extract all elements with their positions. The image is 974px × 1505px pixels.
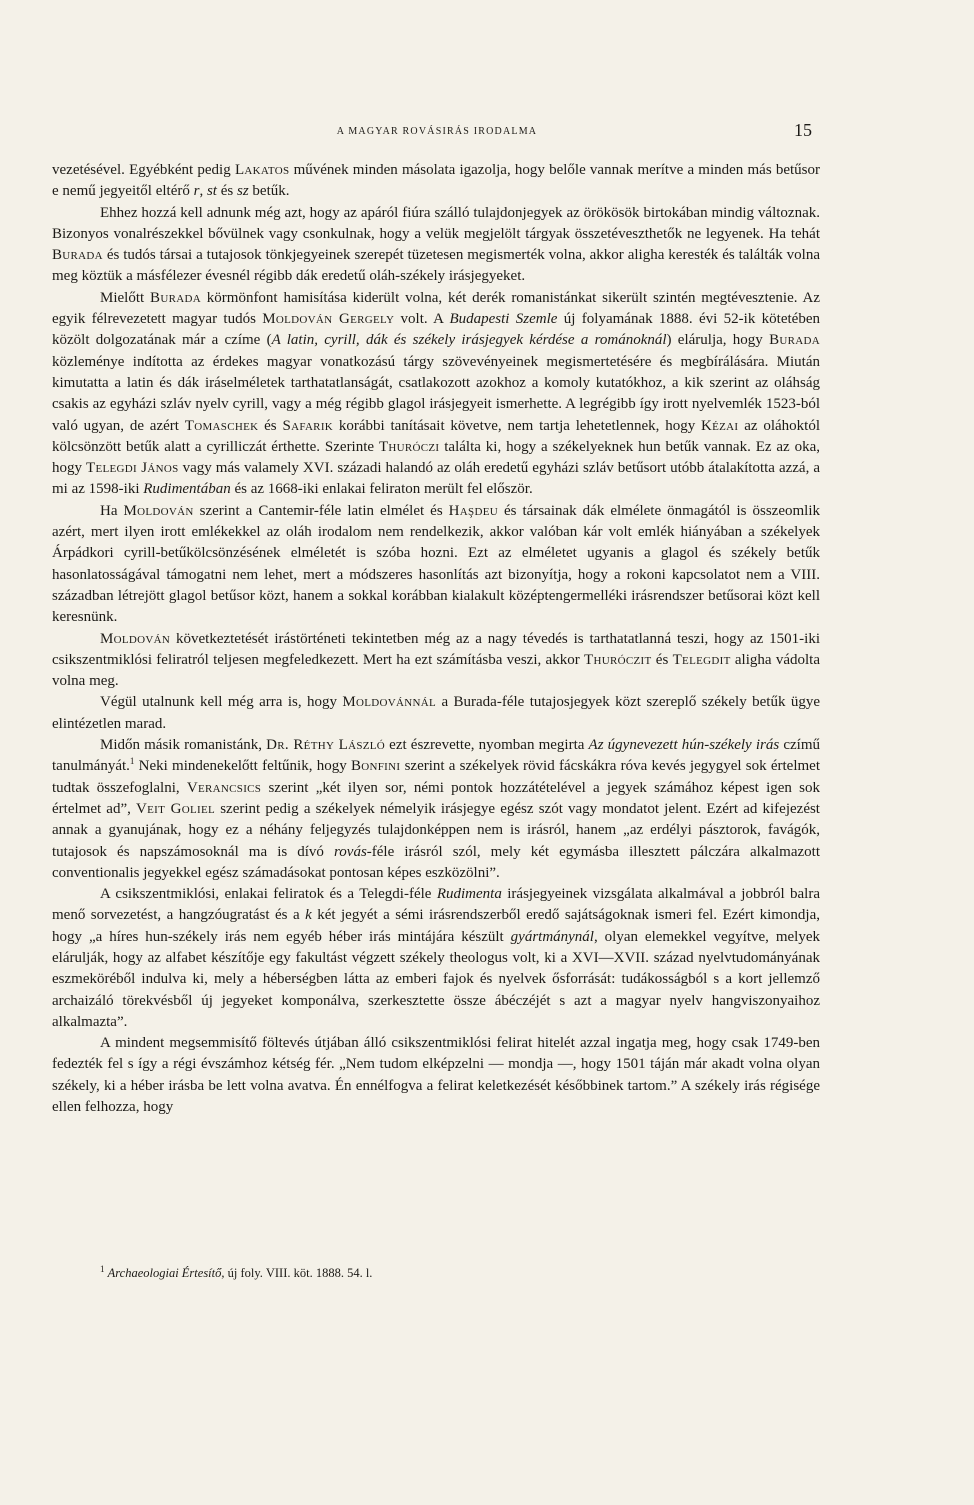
author-name: Moldován xyxy=(123,502,194,519)
text-run: és tudós társai a tutajosok tönkjegyeinek szerepét tüzetesen megismerték volna, akkor aligha keresték és találták volna meg köztük a másfélezer évesnél régibb dák eredetű oláh-székely irásjegyeket. xyxy=(52,247,820,285)
text-run: művének minden másolata igazolja, hogy belőle vannak merítve a minden más betűsor e nemű jegyeitől eltérő xyxy=(52,162,821,200)
author-name: Burada xyxy=(52,247,103,264)
text-run: aligha vádolta volna meg. xyxy=(52,651,820,690)
text-run: találta ki, hogy a székelyeknek hun betűk vannak. Ez az oka, hogy xyxy=(52,438,820,477)
paragraph xyxy=(52,735,820,884)
text-run: Végül utalnunk kell még arra is, hogy xyxy=(100,694,343,711)
italic-text: Az úgynevezett hún-székely irás xyxy=(588,737,780,754)
text-run: Neki mindenekelőtt feltűnik, hogy xyxy=(134,758,351,775)
paragraph xyxy=(52,160,820,203)
text-run: , xyxy=(199,183,207,200)
italic-text: rovás xyxy=(334,843,367,860)
text-run: volt. A xyxy=(394,311,450,328)
text-run: vezetésével. Egyébként pedig xyxy=(52,162,235,178)
paragraph xyxy=(52,884,820,1033)
text-run: új folyamának 1888. évi 52-ik kötetében közölt dolgozatának már a czíme ( xyxy=(52,311,820,349)
italic-text: Budapesti Szemle xyxy=(449,311,558,328)
text-run: szerint „két ilyen sor, némi pontok hozzátételével a jegyek számához képest igen sok értelmet ad”, xyxy=(52,779,820,817)
footnote-text xyxy=(108,1266,373,1280)
author-name: Moldovánnál xyxy=(342,694,437,711)
text-run: közleménye indította az érdekes magyar vonatkozású tárgy szövevényeinek megismertetésére és megbírálására. Miután kimutatta a latin és dák iráselméletek tarthatatlanságát, csatlakozott azokhoz a komoly kutatókhoz, a kik szerint az oláhság csakis az egyházi szláv nyelv cyrill, vagy a még régibb glagol irásjegyeit ismerhette. A legrégibb így irott nyelvemlék 1523-ból való ugyan, de azért xyxy=(52,353,820,434)
paragraph xyxy=(52,501,820,629)
author-name: Kézai xyxy=(701,417,739,434)
text-run: szerint a székelyek rövid fácskákra róva kevés jegygyel sok értelmet tudtak összefoglalni, xyxy=(52,758,820,796)
paragraph xyxy=(52,288,820,501)
italic-text: sz xyxy=(236,183,249,200)
author-name: Lakatos xyxy=(234,162,290,178)
text-run: szerint a Cantemir-féle latin elmélet és xyxy=(193,502,449,519)
text-run: betűk. xyxy=(248,183,290,200)
author-name: Burada xyxy=(150,289,201,306)
text-run: és xyxy=(216,183,237,200)
author-name: Verancsics xyxy=(186,779,262,796)
text-run: és xyxy=(651,651,673,668)
text-run: ) elárulja, hogy xyxy=(666,332,770,349)
text-run: és társainak dák elmélete önmagától is összeomlik azért, mert ilyen irott emlékekkel az oláh irodalom nem rendelkezik, akkor valóban kár volt emlék hiányában a székelyek Árpádkori cyrill-betűkölcsönzésének elméletét is szóba hozni. Ezt az elméletet ugyanis a glagol és székely betűk hasonlatosságával támogatni nem lehet, mert a módszeres hasonlítás azt bizonyítja, hogy a rokoni kapcsolatot nem a VIII. században létrejött glagol betűsor közt, hanem a sokkal korábban kialakult középtengermelléki irásrendszer betűsorai közt kell keresnünk. xyxy=(52,502,820,626)
text-run: vagy más valamely XVI. századi halandó az oláh eredetű egyházi szláv betűsort utóbb átalakította azzá, a mi az 1598-iki xyxy=(52,460,821,498)
text-run: két jegyét a sémi irásrendszerből eredő sajátságoknak ismeri fel. Ezért kimondja, hogy „a híres hun-székely irás nem egyéb héber irás mintájára készült xyxy=(52,907,820,945)
paragraph xyxy=(52,1033,820,1118)
paragraph xyxy=(52,692,820,735)
page-number: 15 xyxy=(794,120,812,140)
italic-text: A latin, cyrill, dák és székely irásjegyek kérdése a románoknál xyxy=(271,332,667,349)
text-run: korábbi tanításait követve, nem tartja lehetetlennek, hogy xyxy=(333,417,702,434)
running-title: A MAGYAR ROVÁSIRÁS IRODALMA xyxy=(336,126,538,137)
text-run: körmönfont hamisítása kiderült volna, két derék romanistánkat sikerült szintén megtévesztenie. Az egyik félrevezetett magyar tudós xyxy=(52,289,820,328)
author-name: Thuróczit xyxy=(584,651,652,668)
italic-text: Rudimentában xyxy=(143,481,231,498)
author-name: Thuróczi xyxy=(378,438,440,455)
author-name: Telegdit xyxy=(672,651,731,668)
author-name: Moldován xyxy=(100,630,171,647)
author-name: Burada xyxy=(769,332,820,349)
footnote-ref: 1 xyxy=(129,756,135,767)
text-run: következtetését irástörténeti tekintetben még az a nagy tévedés is tarthatatlanná teszi, hogy az 1501-iki csikszentmiklósi feliratról teljesen megfeledkezett. Mert ha ezt számításba veszi, akkor xyxy=(52,630,820,668)
paragraph xyxy=(52,629,820,693)
page-header xyxy=(52,120,822,144)
text-run: és az 1668-iki enlakai feliraton merült fel először. xyxy=(230,481,533,498)
italic-text: st xyxy=(206,183,217,200)
body-text xyxy=(52,160,820,1118)
text-run: A mindent megsemmisítő föltevés útjában álló csikszentmiklósi felirat hitelét azzal ingatja meg, hogy csak 1749-ben fedezték fel s így a régi évszámhoz kétség fér. „Nem tudom elképzelni — mondja —, hogy 1501 táján már akadt volna olyan székely, ki a héber irásba be lett volna avatva. Én ennélfogva a felirat keletkezését későbbinek tartom.” A székely irás régisége ellen felhozza, hogy xyxy=(52,1035,820,1116)
author-name: Safarik xyxy=(282,417,334,434)
italic-text: Archaeologiai Értesítő, xyxy=(107,1266,225,1280)
author-name: Dr. Réthy László xyxy=(266,737,386,754)
text-run: Midőn másik romanistánk, xyxy=(100,737,267,754)
text-run: A csikszentmiklósi, enlakai feliratok és a Telegdi-féle xyxy=(100,886,437,903)
text-run: , olyan elemekkel vegyítve, melyek elárulják, hogy az alfabet készítője egy fakultást végzett székely theologus volt, ki a XVI—XVII. század nyelvtudományának eszmeköréből indulva ki, mely a héberségben látta az emberi fajok és nyelvek ősforrását: tudákosságból s a kort jellemző archaizáló törekvésből új jegyeket komponálva, szerkesztette össze ábéczéjét s azt a magyar nyelv hangviszonyaihoz alkalmazta”. xyxy=(52,928,820,1030)
footnote-marker: 1 xyxy=(100,1263,105,1274)
italic-text: k xyxy=(305,907,312,924)
author-name: Moldován Gergely xyxy=(262,311,395,328)
text-run: czímű tanulmányát. xyxy=(52,737,820,775)
italic-text: Rudimenta xyxy=(436,886,502,903)
italic-text: r xyxy=(193,183,200,200)
text-run: új foly. VIII. köt. 1888. 54. l. xyxy=(224,1266,373,1280)
text-run: és xyxy=(258,417,283,434)
italic-text: gyártmánynál xyxy=(510,928,594,945)
text-run: a Burada-féle tutajosjegyek közt szereplő székely betűk ügye elintézetlen marad. xyxy=(52,694,821,732)
text-run: Ehhez hozzá kell adnunk még azt, hogy az apáról fiúra szálló tulajdonjegyek az örökösök birtokában mindig változnak. Bizonyos vonalrészekkel bővülnek vagy csonkulnak, hogy a velük megjelölt tárgyak összetéveszthetők ne legyenek. Ha tehát xyxy=(52,204,820,242)
text-run: -féle irásról szól, mely két egymásba illesztett pálczára alkalmazott conventionalis jegyekkel egész számadásokat pontosan képes eszközölni”. xyxy=(52,843,820,881)
text-run: ezt észrevette, nyomban megirta xyxy=(385,737,589,754)
author-name: Tomaschek xyxy=(184,417,259,434)
author-name: Veit Goliel xyxy=(136,800,216,817)
text-run: irásjegyeinek vizsgálata alkalmával a jobbról balra menő sorvezetést, a hangzóugratást és a xyxy=(52,886,820,924)
text-run: az oláhoktól kölcsönzött betűk alatt a cyrilliczát érthette. Szerinte xyxy=(52,417,820,455)
text-run: Mielőtt xyxy=(100,289,151,306)
author-name: Bonfini xyxy=(350,758,401,775)
author-name: Haşdeu xyxy=(448,502,498,519)
text-run: Ha xyxy=(100,502,124,519)
author-name: Telegdi János xyxy=(86,460,179,477)
text-run: szerint pedig a székelyek némelyik irásjegye egész szót vagy mondatot jelent. Ezért ad kifejezést annak a gyanujának, hogy ez a néhány feljegyzés tulajdonképpen nem is irásról, hanem „az erdélyi pásztorok, favágók, tutajosok és napszámosoknál ma is dívó xyxy=(52,800,820,860)
paragraph xyxy=(52,203,820,288)
footnote xyxy=(100,1263,800,1281)
